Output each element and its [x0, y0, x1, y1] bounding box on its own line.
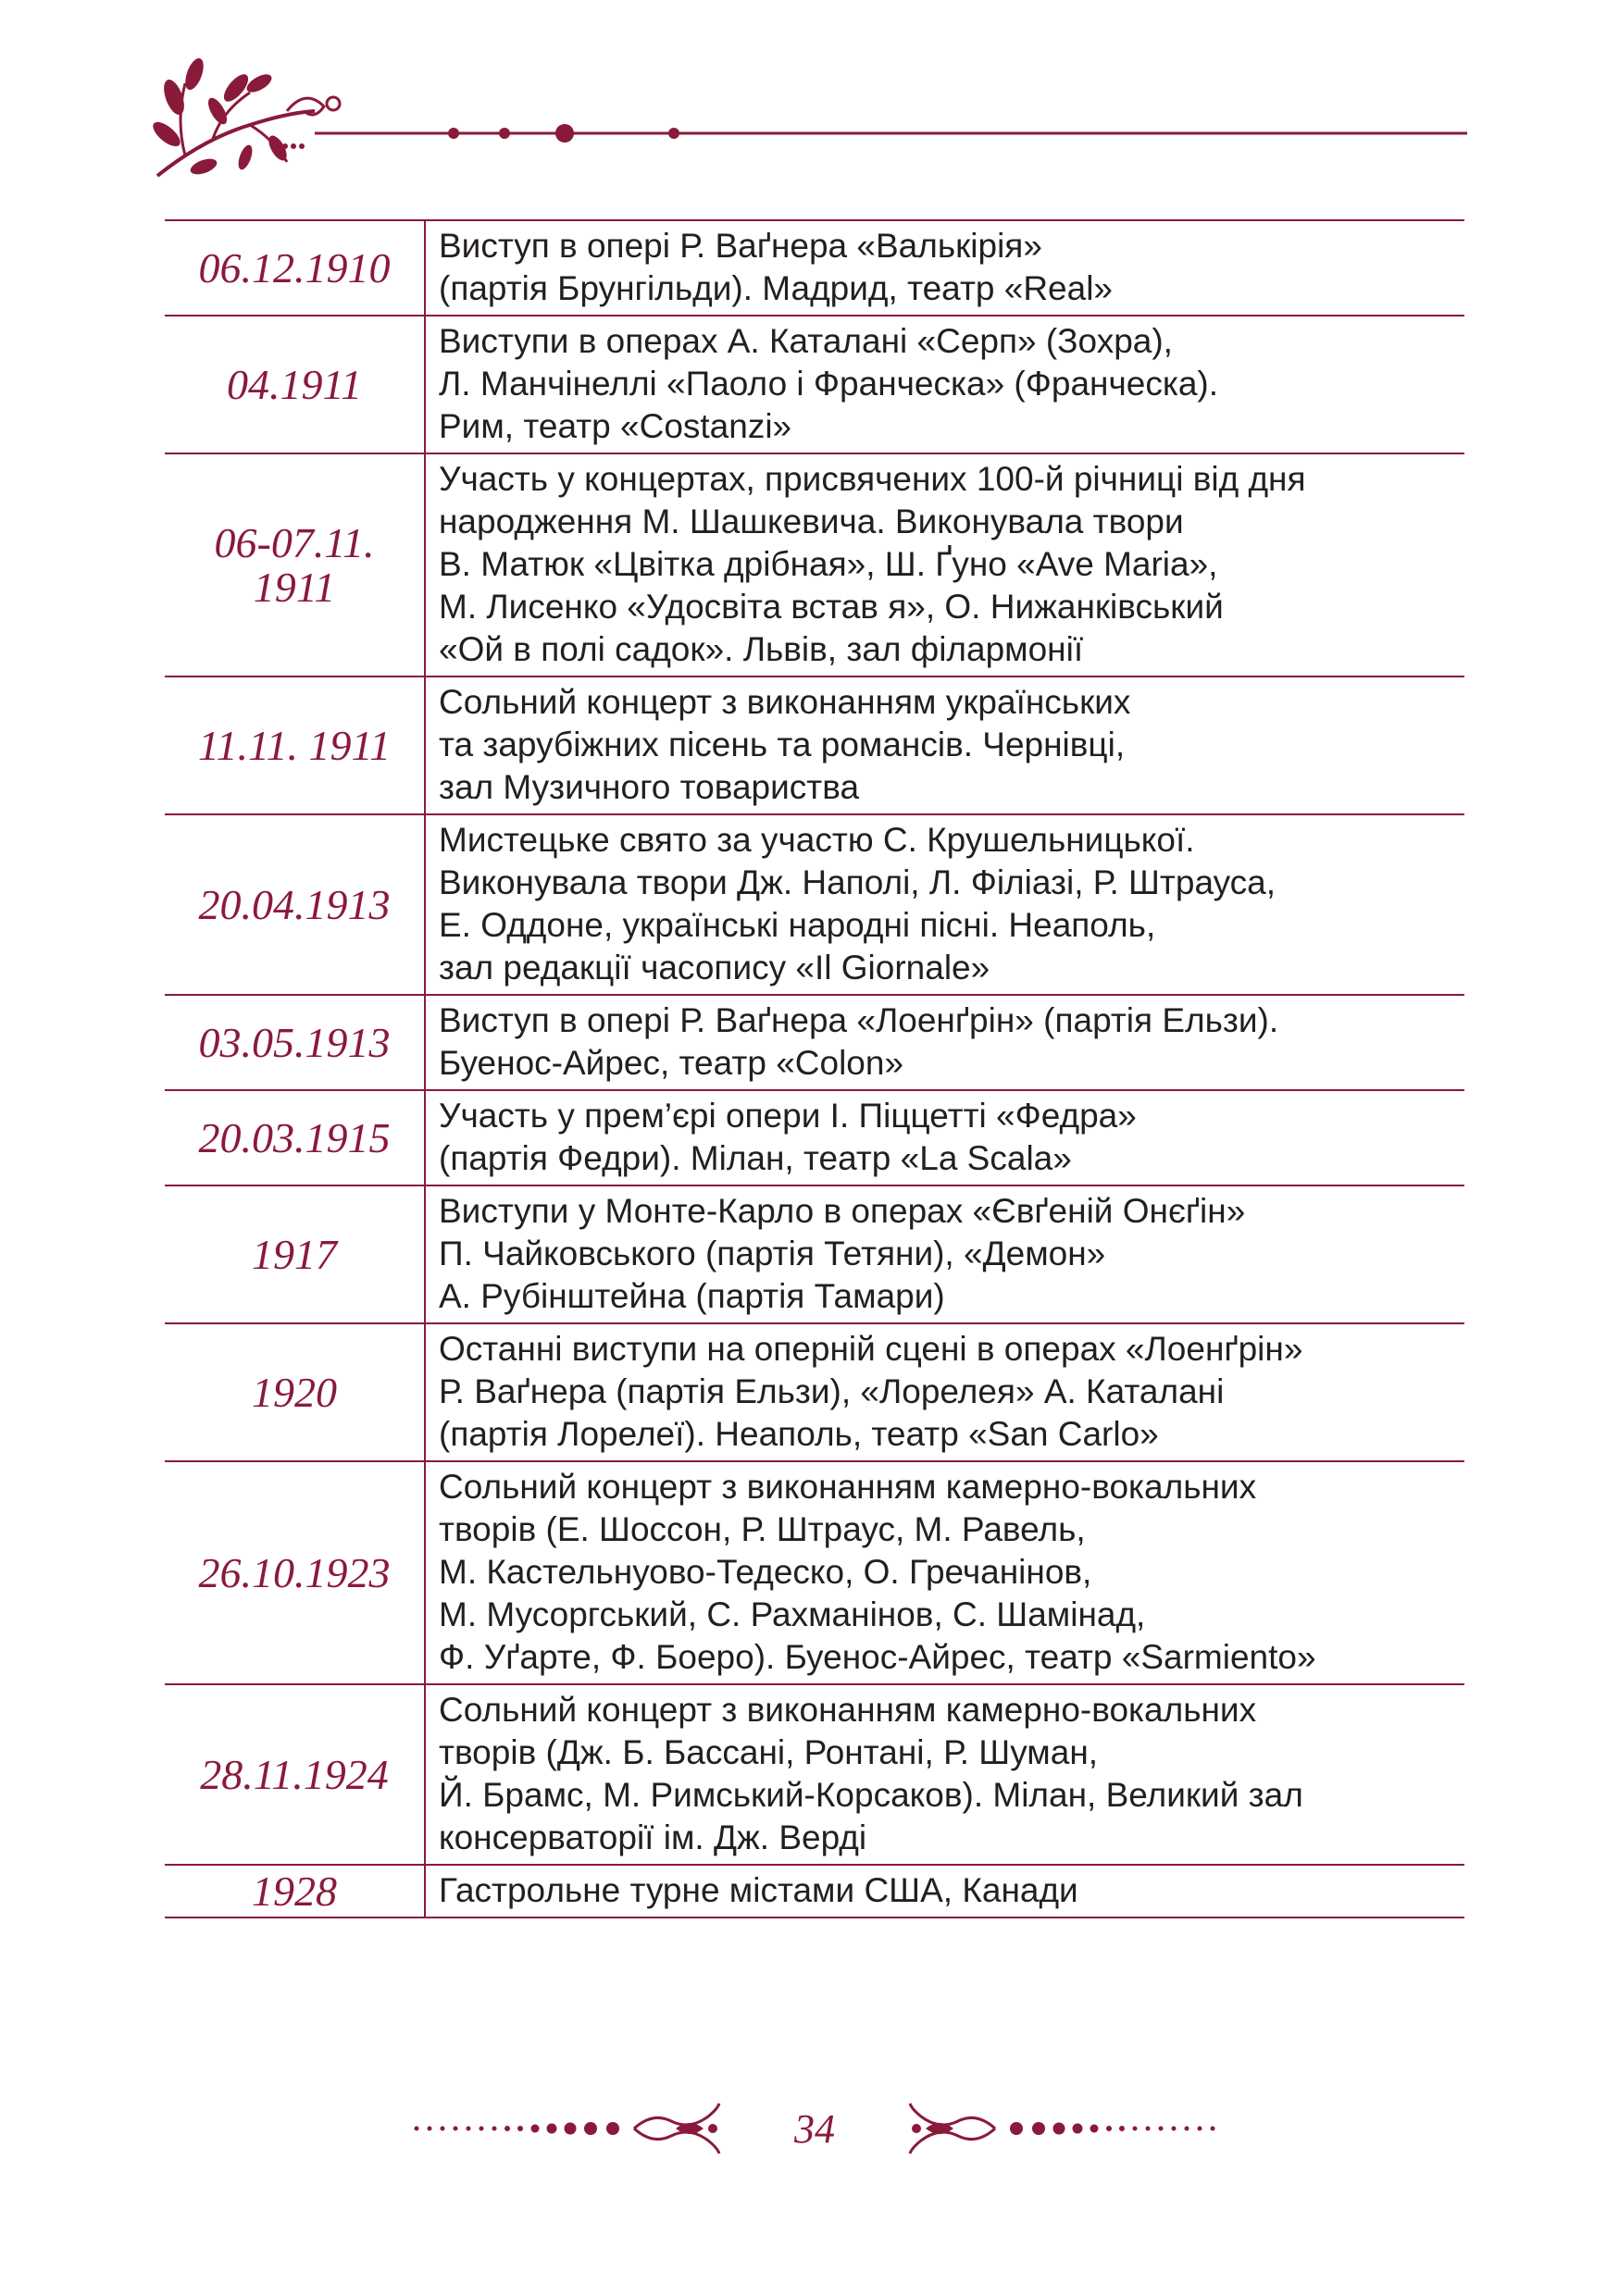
chronology-table: [165, 219, 1464, 1918]
footer-ornament: [398, 2096, 1231, 2161]
event-date-line: 04.1911: [226, 360, 363, 408]
event-description-line: Сольний концерт з виконанням камерно-вокальних: [439, 1691, 1257, 1729]
chronology-row: [165, 1323, 1464, 1461]
header-floral-ornament: [148, 46, 1472, 185]
event-date-line: 26.10.1923: [198, 1548, 391, 1596]
event-description: [425, 1323, 1464, 1461]
event-description-line: консерваторії ім. Дж. Верді: [439, 1818, 867, 1856]
chronology-row: [165, 1185, 1464, 1323]
event-description-line: творів (Дж. Б. Бассані, Ронтані, Р. Шуман,: [439, 1733, 1099, 1771]
event-date-line: 11.11. 1911: [197, 721, 392, 769]
event-description-line: М. Мусоргський, С. Рахманінов, С. Шамінад,: [439, 1595, 1146, 1633]
event-date-line: 1917: [252, 1230, 337, 1278]
event-description-line: Мистецьке свято за участю С. Крушельницької.: [439, 821, 1195, 859]
chronology-row: [165, 995, 1464, 1090]
event-date: [165, 1865, 425, 1917]
event-date: [165, 1461, 425, 1684]
event-date-line: 06.12.1910: [198, 243, 391, 292]
event-date-line: 20.03.1915: [198, 1113, 391, 1161]
event-date-line: 1928: [252, 1867, 337, 1915]
chronology-row: [165, 1684, 1464, 1865]
event-description-line: (партія Брунгільди). Мадрид, театр «Real»: [439, 269, 1114, 307]
event-description: [425, 995, 1464, 1090]
chronology-row: [165, 316, 1464, 453]
event-description: [425, 1461, 1464, 1684]
event-description-line: П. Чайковського (партія Тетяни), «Демон»: [439, 1235, 1106, 1272]
event-description-line: Виступи в операх А. Каталані «Серп» (Зохра),: [439, 322, 1173, 360]
event-description-line: М. Кастельнуово-Тедеско, О. Гречанінов,: [439, 1553, 1092, 1591]
event-description-line: зал редакції часопису «Il Giornale»: [439, 949, 990, 987]
event-description: [425, 220, 1464, 316]
event-description: [425, 1185, 1464, 1323]
event-date: [165, 220, 425, 316]
event-description-line: М. Лисенко «Удосвіта встав я», О. Нижанківський: [439, 588, 1224, 626]
event-date: [165, 1090, 425, 1185]
chronology-row: [165, 220, 1464, 316]
event-description: [425, 676, 1464, 814]
event-description-line: Сольний концерт з виконанням камерно-вокальних: [439, 1468, 1257, 1506]
event-date: [165, 1684, 425, 1865]
event-description-line: Виступ в опері Р. Ваґнера «Лоенґрін» (партія Ельзи).: [439, 1001, 1279, 1039]
chronology-row: [165, 1090, 1464, 1185]
chronology-row: [165, 1865, 1464, 1917]
event-date: [165, 316, 425, 453]
event-description-line: народження М. Шашкевича. Виконувала твори: [439, 503, 1184, 540]
event-description-line: А. Рубінштейна (партія Тамари): [439, 1277, 945, 1315]
event-date: [165, 1323, 425, 1461]
event-date-line: 06-07.11.: [214, 518, 375, 566]
event-date: [165, 995, 425, 1090]
chronology-row: [165, 1461, 1464, 1684]
event-date: [165, 814, 425, 995]
event-description-line: Й. Брамс, М. Римський-Корсаков). Мілан, Великий зал: [439, 1776, 1303, 1814]
event-date-line: 1920: [252, 1368, 337, 1416]
event-description: [425, 316, 1464, 453]
event-description-line: Останні виступи на оперній сцені в операх «Лоенґрін»: [439, 1330, 1303, 1368]
event-description-line: та зарубіжних пісень та романсів. Чернівці,: [439, 726, 1126, 763]
event-description: [425, 1090, 1464, 1185]
event-description-line: Буенос-Айрес, театр «Colon»: [439, 1044, 904, 1082]
event-date-line: 1911: [253, 563, 336, 611]
event-description: [425, 453, 1464, 676]
event-description-line: Ф. Уґарте, Ф. Боеро). Буенос-Айрес, театр «Sarmiento»: [439, 1638, 1316, 1676]
event-description-line: Сольний концерт з виконанням українських: [439, 683, 1131, 721]
event-description-line: Участь у прем’єрі опери І. Піццетті «Федра»: [439, 1097, 1137, 1135]
chronology-row: [165, 676, 1464, 814]
event-description-line: В. Матюк «Цвітка дрібная», Ш. Ґуно «Ave Maria»,: [439, 545, 1218, 583]
event-description-line: Гастрольне турне містами США, Канади: [439, 1871, 1078, 1909]
event-description-line: Виступ в опері Р. Ваґнера «Валькірія»: [439, 227, 1042, 265]
event-description-line: творів (Е. Шоссон, Р. Штраус, М. Равель,: [439, 1510, 1086, 1548]
event-description-line: (партія Федри). Мілан, театр «La Scala»: [439, 1139, 1072, 1177]
event-description-line: (партія Лорелеї). Неаполь, театр «San Carlo»: [439, 1415, 1159, 1453]
event-description-line: Л. Манчінеллі «Паоло і Франческа» (Франческа).: [439, 365, 1219, 403]
event-description-line: Рим, театр «Costanzi»: [439, 407, 792, 445]
chronology-row: [165, 814, 1464, 995]
event-description-line: Р. Ваґнера (партія Ельзи), «Лорелея» А. Каталані: [439, 1372, 1225, 1410]
chronology-row: [165, 453, 1464, 676]
event-date-line: 03.05.1913: [198, 1018, 391, 1066]
event-description-line: Виконувала твори Дж. Наполі, Л. Філіазі, Р. Штрауса,: [439, 863, 1277, 901]
event-description: [425, 1684, 1464, 1865]
event-date: [165, 676, 425, 814]
page-number: 34: [794, 2106, 835, 2152]
event-date: [165, 453, 425, 676]
event-description-line: Виступи у Монте-Карло в операх «Євґеній Онєґін»: [439, 1192, 1246, 1230]
event-description-line: «Ой в полі садок». Львів, зал філармонії: [439, 630, 1084, 668]
event-description: [425, 1865, 1464, 1917]
event-description-line: зал Музичного товариства: [439, 768, 860, 806]
event-description-line: Е. Оддоне, українські народні пісні. Неаполь,: [439, 906, 1156, 944]
event-description-line: Участь у концертах, присвячених 100-й річниці від дня: [439, 460, 1306, 498]
event-date: [165, 1185, 425, 1323]
event-date-line: 20.04.1913: [198, 880, 391, 928]
event-description: [425, 814, 1464, 995]
event-date-line: 28.11.1924: [200, 1750, 389, 1798]
